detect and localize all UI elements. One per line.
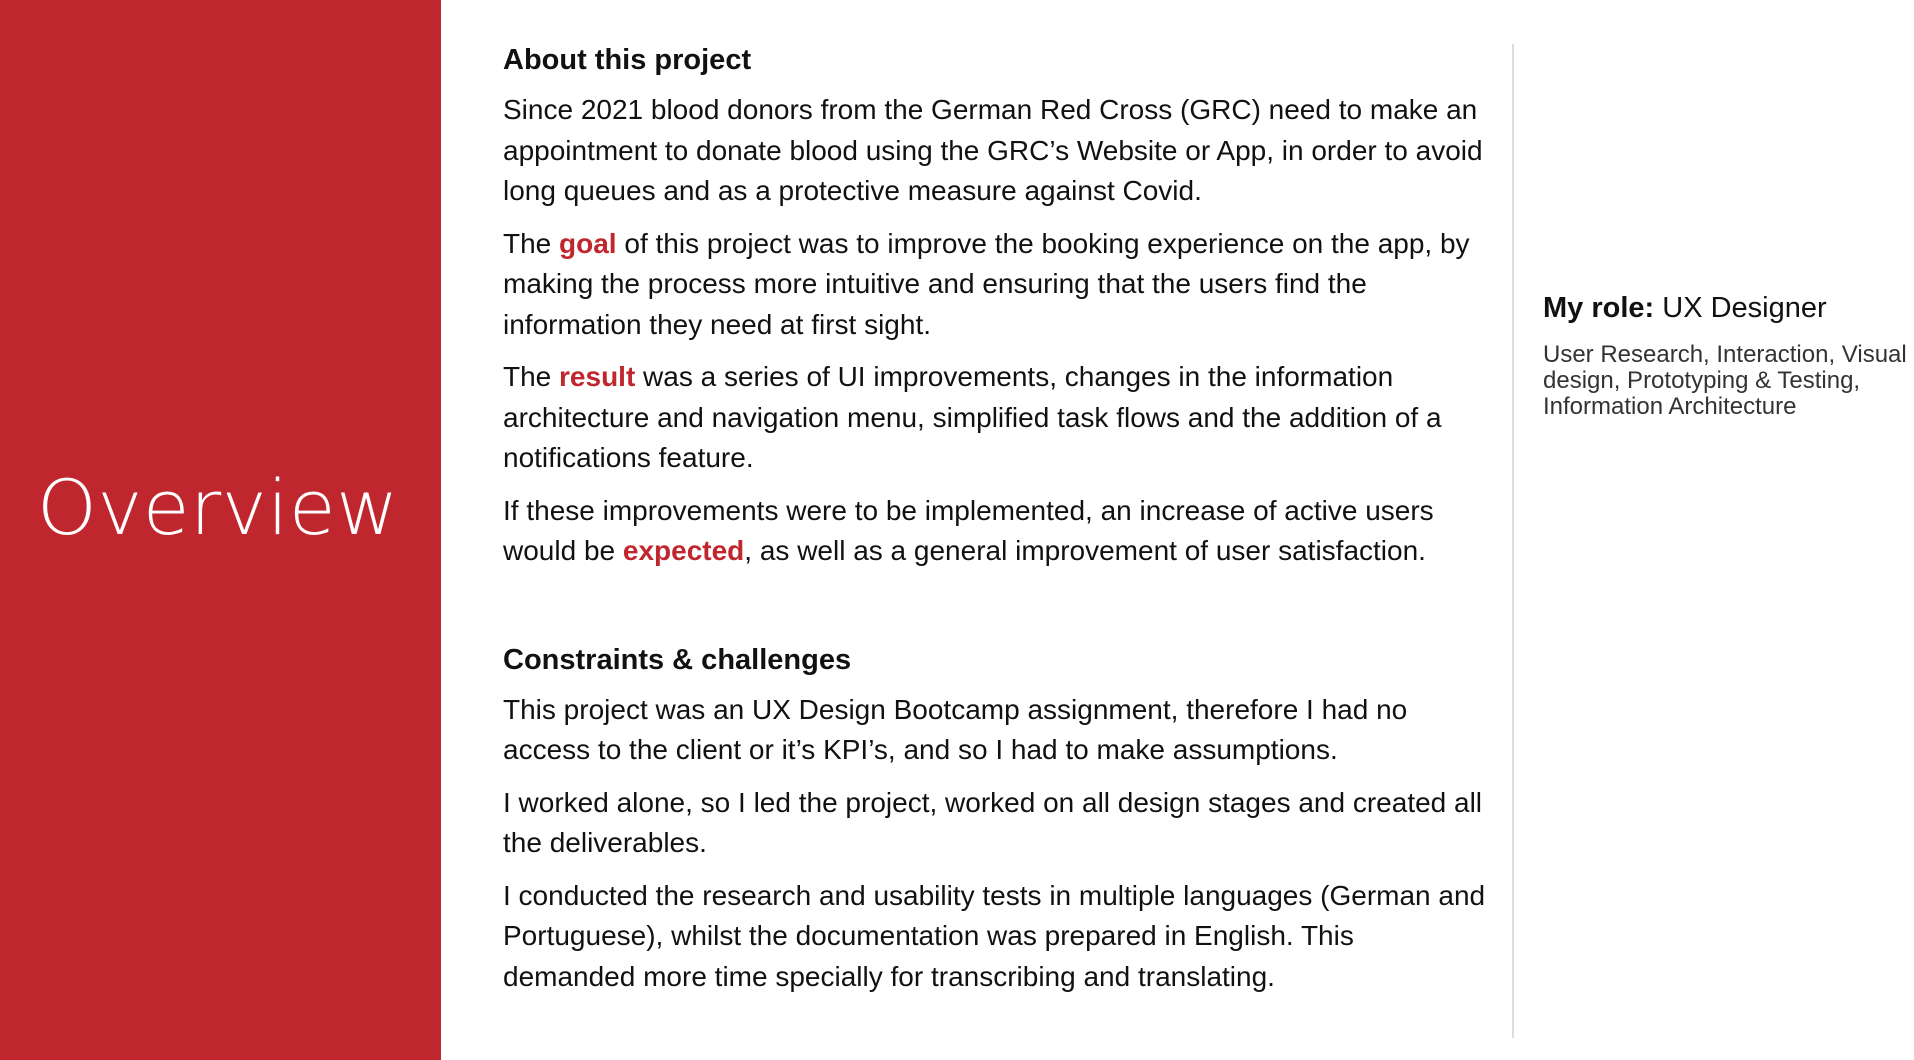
role-skills: User Research, Interaction, Visual design, Prototyping & Testing, Information Architecture bbox=[1543, 341, 1907, 420]
role-label: My role: bbox=[1543, 292, 1655, 324]
sidebar-panel bbox=[0, 0, 441, 1060]
constraints-paragraph: I worked alone, so I led the project, worked on all design stages and created all the deliverables. bbox=[503, 786, 1483, 858]
goal-suffix: of this project was to improve the booking experience on the app, by making the process more intuitive and ensuring that the users find the information they need at first sight. bbox=[503, 227, 1470, 340]
goal-highlight: goal bbox=[559, 227, 617, 259]
overview-title: Overview bbox=[37, 463, 399, 552]
about-intro-paragraph: Since 2021 blood donors from the German Red Cross (GRC) need to make an appointment to donate blood using the GRC’s Website or App, in order to avoid long queues and as a protective measure against Covid. bbox=[503, 94, 1483, 206]
goal-prefix: The bbox=[503, 227, 560, 259]
expected-suffix: , as well as a general improvement of user satisfaction. bbox=[744, 535, 1426, 566]
expected-highlight: expected bbox=[622, 535, 745, 566]
about-heading: About this project bbox=[503, 44, 752, 76]
constraints-heading: Constraints & challenges bbox=[503, 643, 852, 676]
main-content bbox=[503, 40, 1493, 1009]
expected-prefix: If these improvements were to be implemented, an increase of active users would be bbox=[503, 494, 1434, 566]
result-paragraph bbox=[503, 357, 1493, 479]
constraints-paragraph: I conducted the research and usability tests in multiple languages (German and Portuguese), whilst the documentation was prepared in English. This demanded more time specially for transcribing and translating. bbox=[503, 879, 1486, 992]
vertical-divider bbox=[1512, 44, 1514, 1038]
result-suffix: was a series of UI improvements, changes in the information architecture and navigation menu, simplified task flows and the addition of a notifications feature. bbox=[503, 361, 1442, 473]
goal-paragraph bbox=[503, 224, 1493, 346]
role-value: UX Designer bbox=[1654, 292, 1827, 324]
expected-paragraph bbox=[503, 491, 1493, 572]
role-line bbox=[1543, 288, 1914, 328]
result-highlight: result bbox=[559, 361, 636, 392]
section-spacer bbox=[503, 584, 1493, 640]
result-prefix: The bbox=[503, 361, 560, 392]
constraints-paragraph: This project was an UX Design Bootcamp assignment, therefore I had no access to the client or it’s KPI’s, and so I had to make assumptions. bbox=[503, 693, 1408, 765]
role-panel bbox=[1543, 288, 1914, 420]
